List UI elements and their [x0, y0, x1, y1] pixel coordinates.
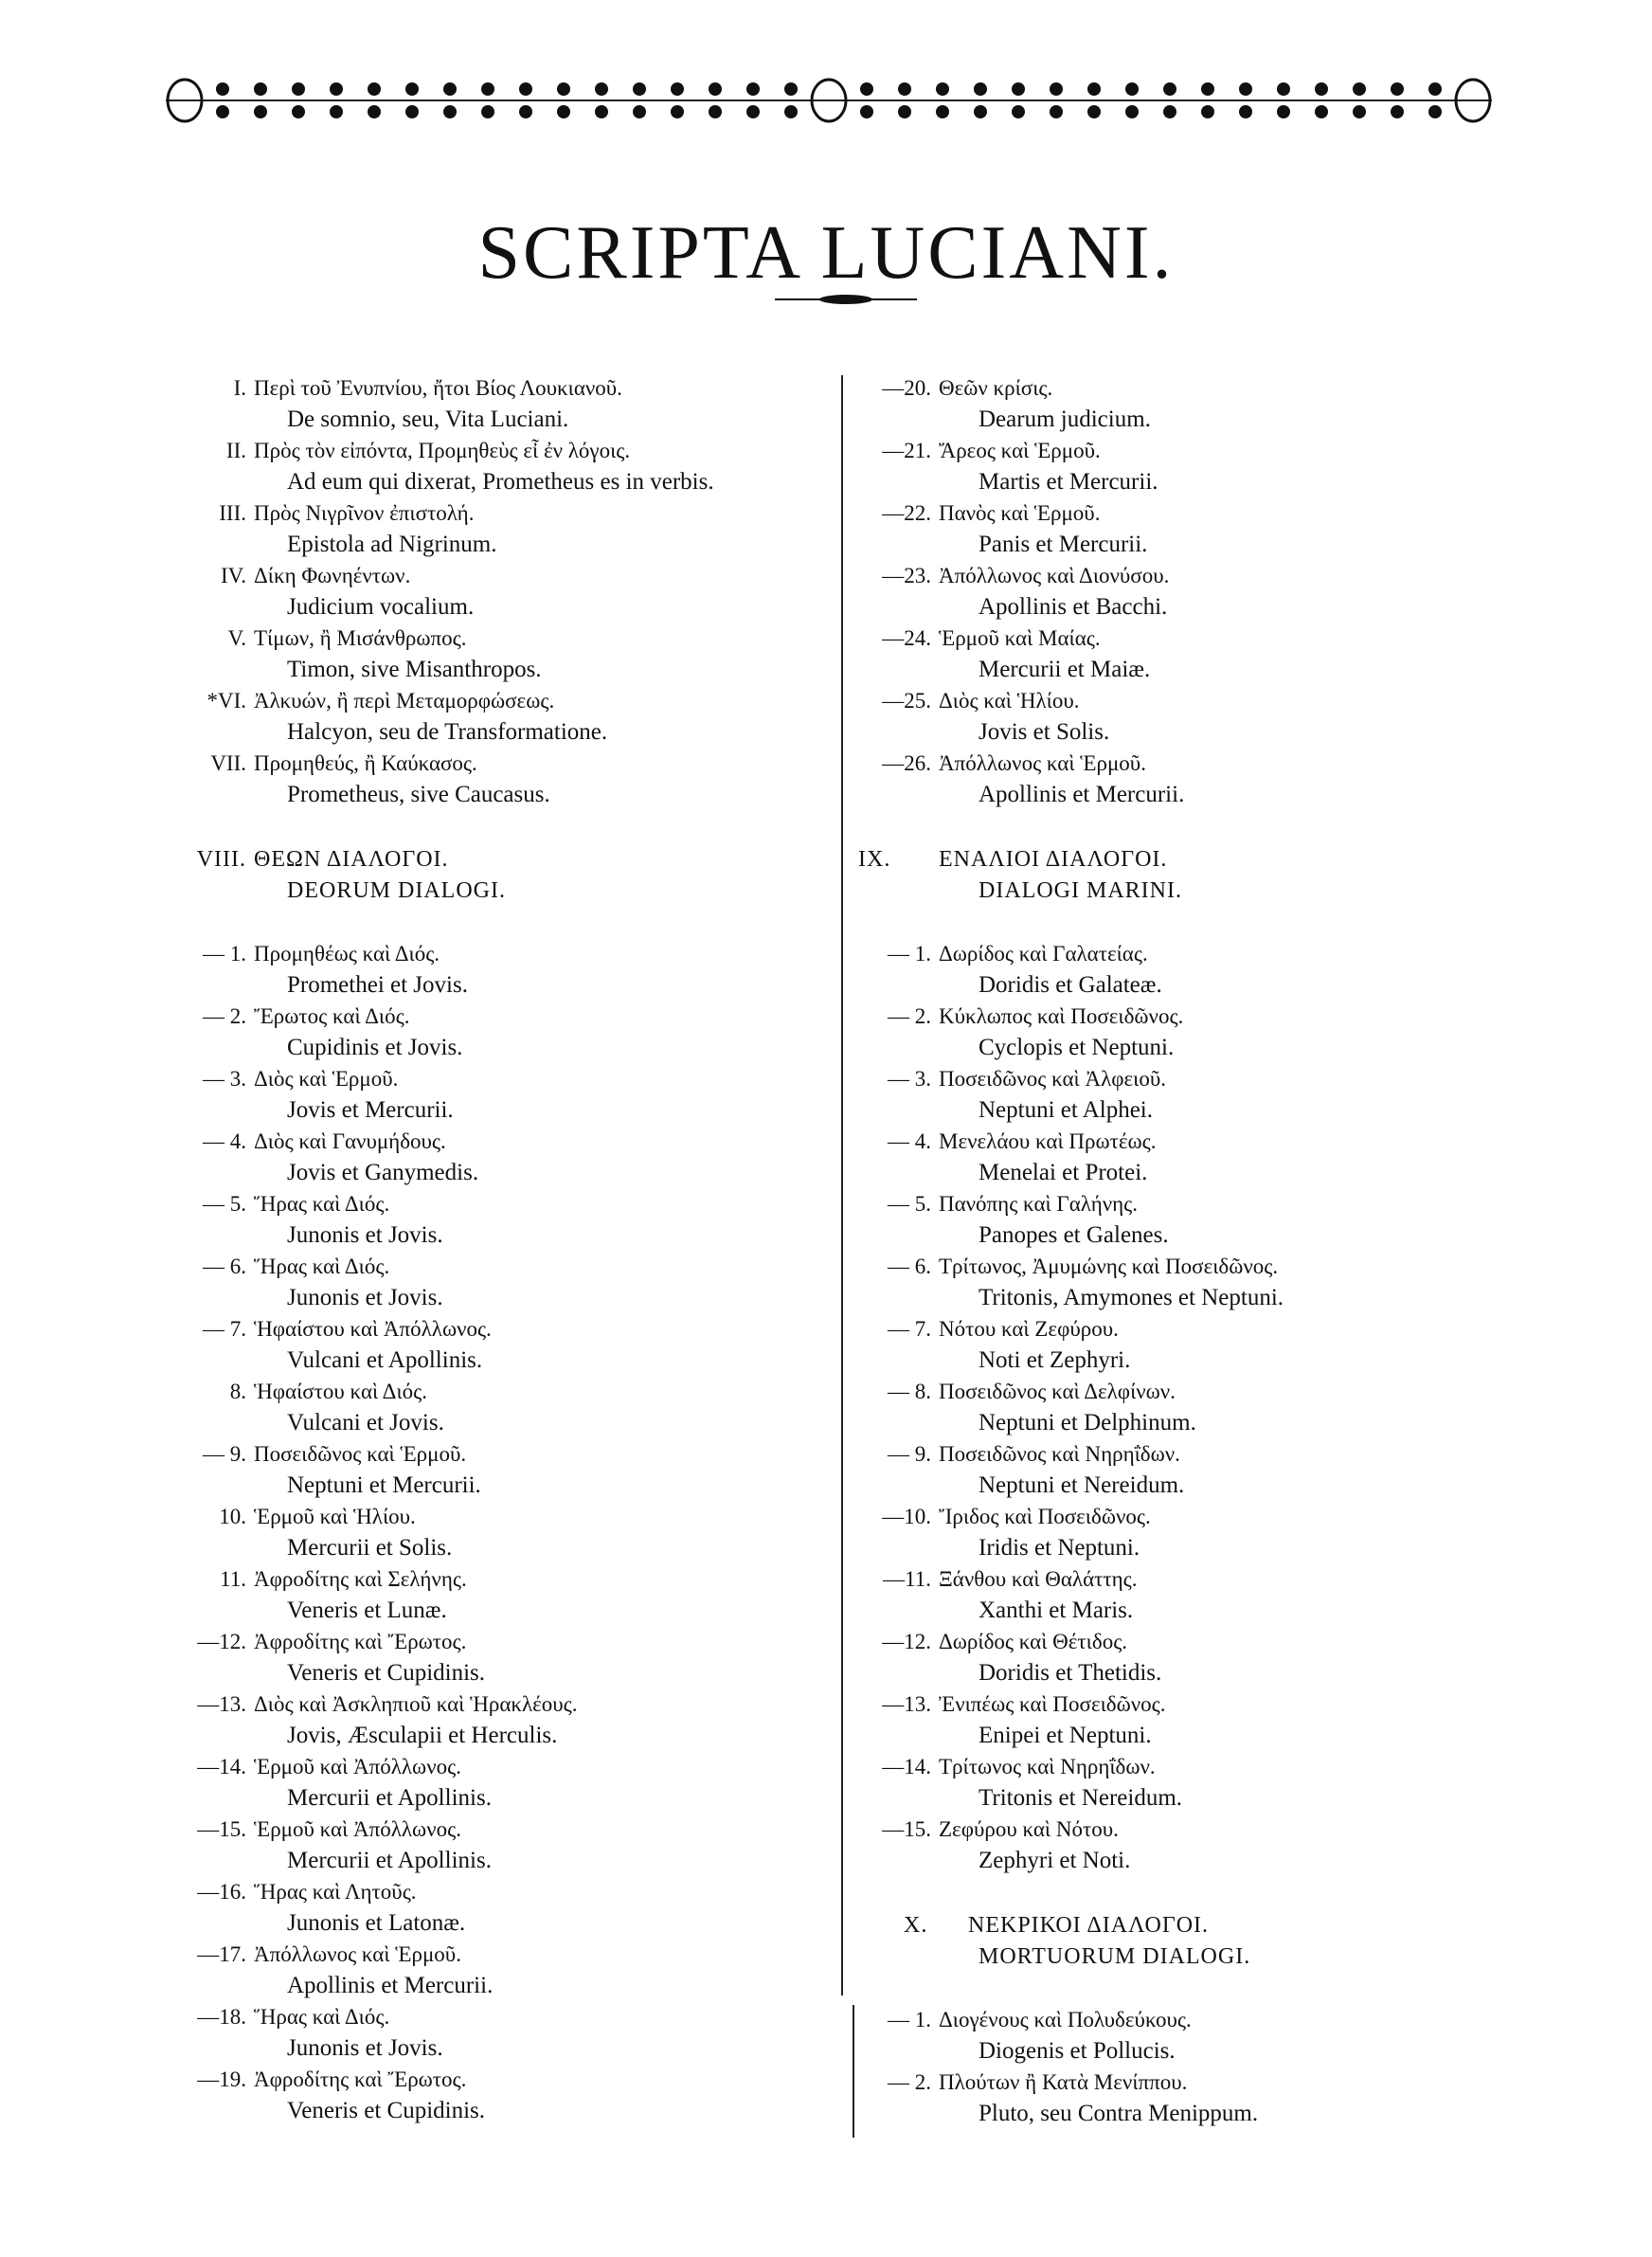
latin-title: Pluto, seu Contra Menippum. — [979, 2101, 1259, 2126]
latin-title: Diogenis et Pollucis. — [979, 2038, 1176, 2064]
section-heading-mortuorum — [858, 1910, 1427, 1973]
greek-title: Ἥρας καὶ Διός. — [254, 1192, 390, 1216]
latin-title: Veneris et Lunæ. — [287, 1598, 447, 1623]
entry-number: —15. — [882, 1817, 931, 1841]
section-number: X. — [904, 1913, 928, 1938]
left-column — [192, 372, 846, 2126]
list-item — [858, 1313, 1427, 1376]
greek-title: Ἥρας καὶ Λητοῦς. — [254, 1880, 417, 1904]
latin-title: Neptuni et Alphei. — [979, 1097, 1153, 1123]
greek-title: Ἀπόλλωνος καὶ Διονύσου. — [939, 564, 1170, 587]
greek-title: Ἐνιπέως καὶ Ποσειδῶνος. — [939, 1692, 1166, 1716]
entry-number: —13. — [882, 1692, 931, 1716]
list-item — [192, 372, 846, 435]
section-greek: ΘΕΩΝ ΔΙΑΛΟΓΟΙ. — [254, 847, 449, 872]
list-item — [192, 1501, 846, 1563]
entry-number: — 4. — [203, 1129, 246, 1153]
entry-number: —14. — [882, 1755, 931, 1779]
list-item — [858, 748, 1427, 810]
list-item — [192, 1751, 846, 1814]
column-divider-lower — [853, 2005, 854, 2138]
latin-title: Doridis et Thetidis. — [979, 1660, 1162, 1686]
greek-title: Ἑρμοῦ καὶ Ἀπόλλωνος. — [254, 1817, 461, 1841]
entry-number: — 1. — [203, 942, 246, 966]
list-item — [192, 1563, 846, 1626]
latin-title: Junonis et Jovis. — [287, 1222, 443, 1248]
greek-title: Διὸς καὶ Ἑρμοῦ. — [254, 1067, 399, 1091]
list-item — [192, 1814, 846, 1876]
section-latin: DEORUM DIALOGI. — [287, 878, 506, 903]
entry-number: V. — [227, 626, 246, 650]
section-greek: ΕΝΑΛΙΟΙ ΔΙΑΛΟΓΟΙ. — [939, 847, 1168, 872]
list-item — [192, 748, 846, 810]
latin-title: Veneris et Cupidinis. — [287, 2098, 486, 2123]
entry-number: — 2. — [888, 2070, 931, 2094]
entry-number: — 6. — [203, 1255, 246, 1278]
greek-title: Νότου καὶ Ζεφύρου. — [939, 1317, 1119, 1341]
greek-title: Διὸς καὶ Γανυμήδους. — [254, 1129, 446, 1153]
latin-title: Veneris et Cupidinis. — [287, 1660, 486, 1686]
list-item — [192, 2001, 846, 2064]
greek-title: Ποσειδῶνος καὶ Δελφίνων. — [939, 1380, 1176, 1403]
latin-title: Junonis et Jovis. — [287, 2035, 443, 2061]
latin-title: Mercurii et Apollinis. — [287, 1848, 492, 1873]
entry-number: —14. — [197, 1755, 246, 1779]
entry-number: — 2. — [888, 1004, 931, 1028]
entry-number: III. — [219, 501, 246, 525]
latin-title: Neptuni et Mercurii. — [287, 1472, 481, 1498]
entry-number: — 7. — [203, 1317, 246, 1341]
latin-title: Mercurii et Maiæ. — [979, 657, 1151, 682]
section-heading-deorum — [192, 844, 846, 907]
list-item — [192, 623, 846, 685]
list-item — [192, 1188, 846, 1251]
title-rule-ornament — [775, 290, 917, 309]
works-list — [192, 372, 846, 810]
list-item — [192, 1251, 846, 1313]
greek-title: Ἔρωτος καὶ Διός. — [254, 1004, 410, 1028]
greek-title: Προμηθέως καὶ Διός. — [254, 942, 440, 966]
list-item — [192, 938, 846, 1001]
list-item — [858, 623, 1427, 685]
list-item — [192, 1001, 846, 1063]
greek-title: Διὸς καὶ Ἡλίου. — [939, 689, 1080, 713]
entry-number: — 1. — [888, 2008, 931, 2031]
list-item — [858, 1626, 1427, 1688]
list-item — [192, 1438, 846, 1501]
entry-number: —12. — [882, 1630, 931, 1653]
entry-number: —19. — [197, 2067, 246, 2091]
ornamental-header-band — [166, 68, 1492, 133]
list-item — [858, 560, 1427, 623]
section-number: IX. — [858, 847, 891, 872]
entry-number: 10. — [219, 1505, 246, 1528]
greek-title: Ἥρας καὶ Διός. — [254, 1255, 390, 1278]
latin-title: Panopes et Galenes. — [979, 1222, 1169, 1248]
latin-title: Junonis et Latonæ. — [287, 1910, 466, 1936]
list-item — [192, 1376, 846, 1438]
entry-number: —18. — [197, 2005, 246, 2029]
entry-number: — 6. — [888, 1255, 931, 1278]
entry-number: —16. — [197, 1880, 246, 1904]
greek-title: Δωρίδος καὶ Θέτιδος. — [939, 1630, 1128, 1653]
list-item — [858, 1063, 1427, 1126]
latin-title: Doridis et Galateæ. — [979, 972, 1162, 998]
latin-title: Enipei et Neptuni. — [979, 1723, 1152, 1748]
entry-number: —10. — [882, 1505, 931, 1528]
entry-number: —20. — [882, 376, 931, 400]
list-item — [858, 1001, 1427, 1063]
list-item — [858, 1501, 1427, 1563]
latin-title: Apollinis et Mercurii. — [979, 782, 1185, 807]
latin-title: Noti et Zephyri. — [979, 1347, 1131, 1373]
list-item — [192, 560, 846, 623]
list-item — [192, 685, 846, 748]
list-item — [858, 2067, 1427, 2129]
latin-title: Panis et Mercurii. — [979, 532, 1148, 557]
list-item — [858, 1814, 1427, 1876]
list-item — [192, 1313, 846, 1376]
latin-title: Apollinis et Bacchi. — [979, 594, 1168, 620]
entry-number: —12. — [197, 1630, 246, 1653]
entry-number: — 3. — [888, 1067, 931, 1091]
latin-title: Tritonis, Amymones et Neptuni. — [979, 1285, 1284, 1310]
greek-title: Ἀφροδίτης καὶ Σελήνης. — [254, 1567, 467, 1591]
list-item — [858, 1688, 1427, 1751]
greek-title: Ἑρμοῦ καὶ Ἀπόλλωνος. — [254, 1755, 461, 1779]
entry-number: —22. — [882, 501, 931, 525]
greek-title: Ἀφροδίτης καὶ Ἔρωτος. — [254, 1630, 467, 1653]
list-item — [192, 435, 846, 497]
list-item — [858, 435, 1427, 497]
greek-title: Προμηθεύς, ἢ Καύκασος. — [254, 751, 477, 775]
entry-number: I. — [233, 376, 246, 400]
list-item — [858, 685, 1427, 748]
greek-title: Ξάνθου καὶ Θαλάττης. — [939, 1567, 1138, 1591]
greek-title: Ζεφύρου καὶ Νότου. — [939, 1817, 1119, 1841]
greek-title: Ἄρεος καὶ Ἑρμοῦ. — [939, 439, 1101, 462]
entry-number: — 5. — [888, 1192, 931, 1216]
greek-title: Διὸς καὶ Ἀσκληπιοῦ καὶ Ἡρακλέους. — [254, 1692, 578, 1716]
latin-title: Zephyri et Noti. — [979, 1848, 1131, 1873]
section-heading-marini — [858, 844, 1427, 907]
greek-title: Τίμων, ἢ Μισάνθρωπος. — [254, 626, 467, 650]
latin-title: Dearum judicium. — [979, 406, 1151, 432]
greek-title: Ἀλκυών, ἢ περὶ Μεταμορφώσεως. — [254, 689, 555, 713]
list-item — [858, 1438, 1427, 1501]
latin-title: Judicium vocalium. — [287, 594, 475, 620]
latin-title: Apollinis et Mercurii. — [287, 1973, 494, 1998]
greek-title: Διογένους καὶ Πολυδεύκους. — [939, 2008, 1192, 2031]
latin-title: Jovis et Mercurii. — [287, 1097, 454, 1123]
greek-title: Μενελάου καὶ Πρωτέως. — [939, 1129, 1157, 1153]
latin-title: Cyclopis et Neptuni. — [979, 1035, 1175, 1060]
latin-title: Jovis et Ganymedis. — [287, 1160, 479, 1185]
latin-title: Neptuni et Nereidum. — [979, 1472, 1185, 1498]
entry-number: — 8. — [888, 1380, 931, 1403]
greek-title: Πρὸς τὸν εἰπόντα, Προμηθεὺς εἶ ἐν λόγοις. — [254, 439, 631, 462]
greek-title: Πανόπης καὶ Γαλήνης. — [939, 1192, 1139, 1216]
entry-number: — 3. — [203, 1067, 246, 1091]
latin-title: Jovis et Solis. — [979, 719, 1110, 745]
latin-title: Neptuni et Delphinum. — [979, 1410, 1196, 1435]
entry-number: —17. — [197, 1942, 246, 1966]
latin-title: Tritonis et Nereidum. — [979, 1785, 1183, 1811]
list-item — [858, 1188, 1427, 1251]
list-item — [858, 2004, 1427, 2067]
greek-title: Ποσειδῶνος καὶ Ἑρμοῦ. — [254, 1442, 467, 1466]
dialogi-deorum-list — [192, 938, 846, 2126]
greek-title: Ἑρμοῦ καὶ Ἡλίου. — [254, 1505, 416, 1528]
greek-title: Ἀπόλλωνος καὶ Ἑρμοῦ. — [254, 1942, 461, 1966]
latin-title: De somnio, seu, Vita Luciani. — [287, 406, 569, 432]
latin-title: Iridis et Neptuni. — [979, 1535, 1140, 1561]
entry-number: VII. — [210, 751, 246, 775]
list-item — [858, 1126, 1427, 1188]
entry-number: — 9. — [203, 1442, 246, 1466]
entry-number: —25. — [882, 689, 931, 713]
entry-number: —26. — [882, 751, 931, 775]
greek-title: Τρίτωνος καὶ Νηρηΐδων. — [939, 1755, 1156, 1779]
greek-title: Ἀπόλλωνος καὶ Ἑρμοῦ. — [939, 751, 1146, 775]
entry-number: — 7. — [888, 1317, 931, 1341]
latin-title: Mercurii et Apollinis. — [287, 1785, 492, 1811]
list-item — [192, 1688, 846, 1751]
latin-title: Martis et Mercurii. — [979, 469, 1158, 495]
latin-title: Promethei et Jovis. — [287, 972, 468, 998]
latin-title: Timon, sive Misanthropos. — [287, 657, 542, 682]
list-item — [192, 1126, 846, 1188]
dialogi-mortuorum-list — [858, 2004, 1427, 2129]
greek-title: Πλούτων ἢ Κατὰ Μενίππου. — [939, 2070, 1188, 2094]
latin-title: Prometheus, sive Caucasus. — [287, 782, 550, 807]
latin-title: Menelai et Protei. — [979, 1160, 1148, 1185]
right-column — [858, 372, 1427, 2129]
list-item — [192, 2064, 846, 2126]
greek-title: Ἡφαίστου καὶ Διός. — [254, 1380, 428, 1403]
entry-number: — 2. — [203, 1004, 246, 1028]
greek-title: Περὶ τοῦ Ἐνυπνίου, ἤτοι Βίος Λουκιανοῦ. — [254, 376, 622, 400]
latin-title: Junonis et Jovis. — [287, 1285, 443, 1310]
greek-title: Ποσειδῶνος καὶ Νηρηΐδων. — [939, 1442, 1180, 1466]
greek-title: Ἀφροδίτης καὶ Ἔρωτος. — [254, 2067, 467, 2091]
list-item — [858, 497, 1427, 560]
latin-title: Mercurii et Solis. — [287, 1535, 453, 1561]
entry-number: 8. — [229, 1380, 246, 1403]
entry-number: II. — [225, 439, 246, 462]
list-item — [192, 497, 846, 560]
greek-title: Ποσειδῶνος καὶ Ἀλφειοῦ. — [939, 1067, 1166, 1091]
greek-title: Κύκλωπος καὶ Ποσειδῶνος. — [939, 1004, 1184, 1028]
list-item — [858, 1563, 1427, 1626]
entry-number: — 1. — [888, 942, 931, 966]
list-item — [858, 1376, 1427, 1438]
entry-number: —23. — [882, 564, 931, 587]
section-latin: DIALOGI MARINI. — [979, 878, 1182, 903]
list-item — [192, 1876, 846, 1939]
section-greek: ΝΕΚΡΙΚΟΙ ΔΙΑΛΟΓΟΙ. — [968, 1913, 1210, 1938]
greek-title: Ἴριδος καὶ Ποσειδῶνος. — [939, 1505, 1151, 1528]
dialogi-marini-list — [858, 938, 1427, 1876]
latin-title: Vulcani et Apollinis. — [287, 1347, 483, 1373]
latin-title: Ad eum qui dixerat, Prometheus es in verbis. — [287, 469, 714, 495]
section-number: VIII. — [196, 847, 246, 872]
greek-title: Τρίτωνος, Ἀμυμώνης καὶ Ποσειδῶνος. — [939, 1255, 1279, 1278]
entry-number: —24. — [882, 626, 931, 650]
entry-number: 11. — [220, 1567, 246, 1591]
latin-title: Epistola ad Nigrinum. — [287, 532, 497, 557]
entry-number: —11. — [883, 1567, 931, 1591]
latin-title: Cupidinis et Jovis. — [287, 1035, 463, 1060]
list-item — [192, 1626, 846, 1688]
greek-title: Ἥρας καὶ Διός. — [254, 2005, 390, 2029]
entry-number: —13. — [197, 1692, 246, 1716]
greek-title: Ἡφαίστου καὶ Ἀπόλλωνος. — [254, 1317, 492, 1341]
latin-title: Vulcani et Jovis. — [287, 1410, 444, 1435]
greek-title: Πρὸς Νιγρῖνον ἐπιστολή. — [254, 501, 475, 525]
section-latin: MORTUORUM DIALOGI. — [979, 1944, 1251, 1969]
entry-number: — 4. — [888, 1129, 931, 1153]
list-item — [192, 1063, 846, 1126]
latin-title: Jovis, Æsculapii et Herculis. — [287, 1723, 558, 1748]
latin-title: Xanthi et Maris. — [979, 1598, 1134, 1623]
list-item — [858, 372, 1427, 435]
entry-number: — 5. — [203, 1192, 246, 1216]
list-item — [858, 1251, 1427, 1313]
entry-number: IV. — [220, 564, 246, 587]
page-title: SCRIPTA LUCIANI. — [477, 210, 1175, 295]
greek-title: Δίκη Φωνηέντων. — [254, 564, 411, 587]
greek-title: Δωρίδος καὶ Γαλατείας. — [939, 942, 1148, 966]
entry-number: —15. — [197, 1817, 246, 1841]
greek-title: Πανὸς καὶ Ἑρμοῦ. — [939, 501, 1101, 525]
entry-number: *VI. — [206, 689, 246, 713]
list-item — [858, 1751, 1427, 1814]
list-item — [858, 938, 1427, 1001]
entry-number: —21. — [882, 439, 931, 462]
greek-title: Ἑρμοῦ καὶ Μαίας. — [939, 626, 1101, 650]
greek-title: Θεῶν κρίσις. — [939, 376, 1053, 400]
list-item — [192, 1939, 846, 2001]
latin-title: Halcyon, seu de Transformatione. — [287, 719, 608, 745]
entry-number: — 9. — [888, 1442, 931, 1466]
dialogi-deorum-continued — [858, 372, 1427, 810]
